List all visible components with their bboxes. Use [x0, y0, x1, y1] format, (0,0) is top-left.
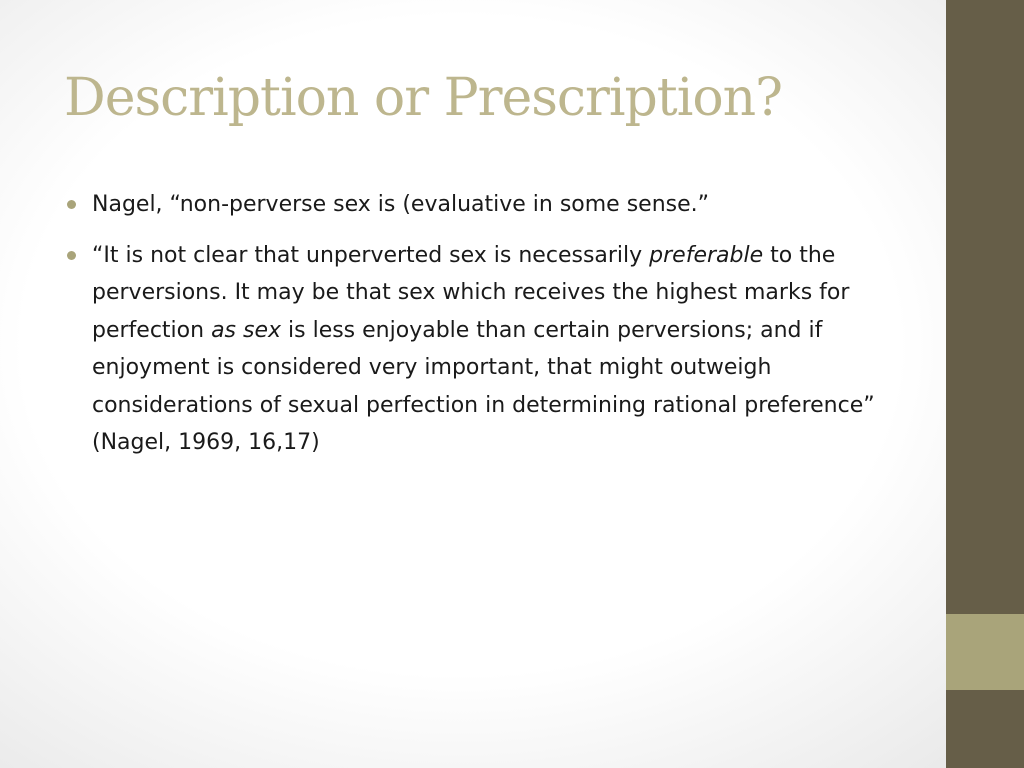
bullet-text: Nagel, “non-perverse sex is (evaluative in some sense.”	[92, 192, 710, 217]
bullet-dot-icon	[67, 251, 76, 260]
bullet-text-emphasis: preferable	[649, 242, 764, 268]
bullet-text-part: is less enjoyable than certain perversions; and if enjoyment is considered very important, that might outweigh considerations of sexual perfection in determining rational preference” (Nagel, 1969, 16,17)	[92, 317, 875, 455]
bullet-text-emphasis: as sex	[211, 317, 282, 343]
side-bar-accent	[946, 614, 1024, 690]
bullet-text-part: to the perversions. It may be that sex which receives the highest marks for perfection	[92, 242, 850, 343]
slide-title: Description or Prescription?	[64, 68, 783, 128]
bullet-text-part: “It is not clear that unperverted sex is necessarily	[92, 242, 650, 268]
bullet-dot-icon	[67, 200, 76, 209]
bullet-item-2	[64, 237, 894, 462]
bullet-item-1	[64, 186, 894, 224]
bullet-list	[64, 186, 894, 475]
